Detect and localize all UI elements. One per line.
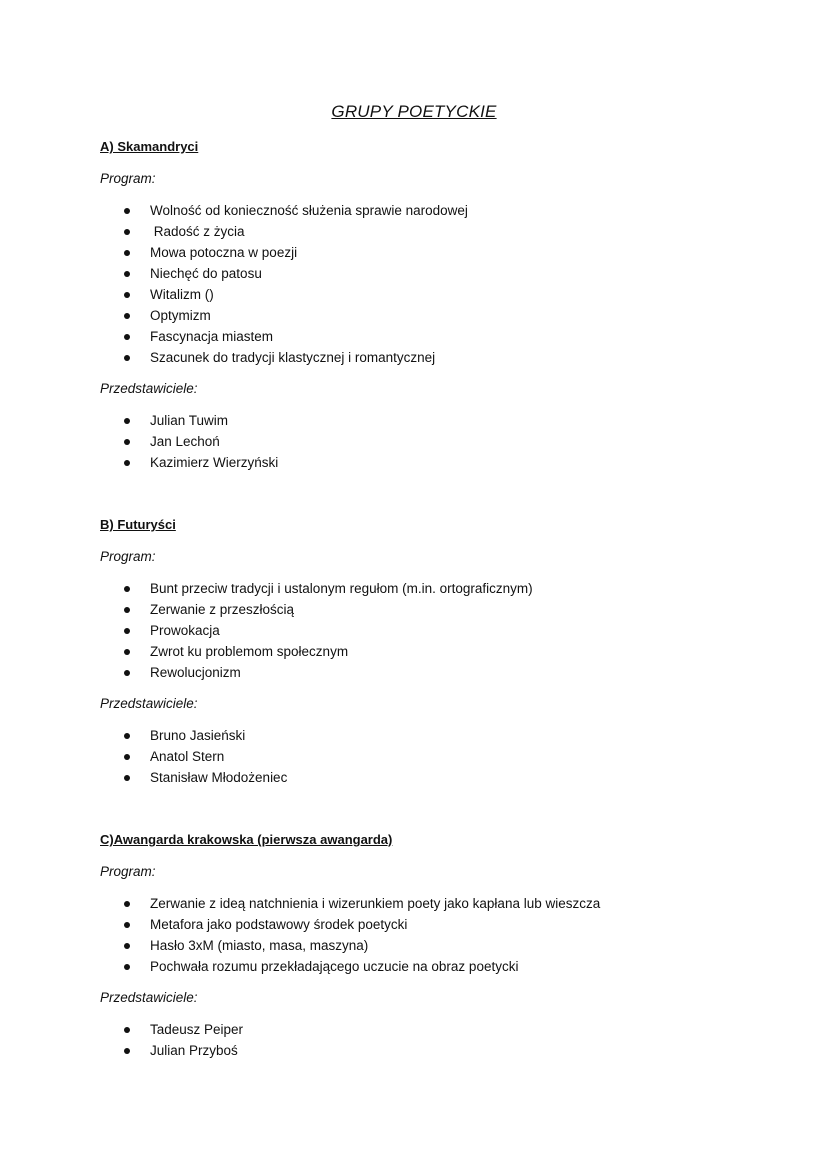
list-item: Szacunek do tradycji klastycznej i romantycznej bbox=[0, 347, 468, 368]
program-label: Program: bbox=[100, 171, 156, 186]
bullet-icon bbox=[124, 439, 130, 445]
list-item: Zerwanie z ideą natchnienia i wizerunkiem poety jako kapłana lub wieszcza bbox=[0, 893, 600, 914]
list-item: Julian Tuwim bbox=[0, 410, 278, 431]
bullet-icon bbox=[124, 355, 130, 361]
bullet-icon bbox=[124, 292, 130, 298]
bullet-icon bbox=[124, 250, 130, 256]
list-item: Stanisław Młodożeniec bbox=[0, 767, 287, 788]
representatives-list bbox=[0, 410, 278, 473]
representatives-label: Przedstawiciele: bbox=[100, 696, 198, 711]
program-list bbox=[0, 893, 600, 977]
list-item: Anatol Stern bbox=[0, 746, 287, 767]
program-label: Program: bbox=[100, 864, 156, 879]
list-item: Bunt przeciw tradycji i ustalonym regułom (m.in. ortograficznym) bbox=[0, 578, 533, 599]
list-item: Wolność od konieczność służenia sprawie narodowej bbox=[0, 200, 468, 221]
program-list bbox=[0, 200, 468, 368]
list-item: Radość z życia bbox=[0, 221, 468, 242]
document-title: GRUPY POETYCKIE bbox=[331, 102, 497, 121]
bullet-icon bbox=[124, 922, 130, 928]
bullet-icon bbox=[124, 964, 130, 970]
bullet-icon bbox=[124, 1027, 130, 1033]
list-item: Optymizm bbox=[0, 305, 468, 326]
representatives-label: Przedstawiciele: bbox=[100, 990, 198, 1005]
list-item: Witalizm () bbox=[0, 284, 468, 305]
list-item: Rewolucjonizm bbox=[0, 662, 533, 683]
bullet-icon bbox=[124, 943, 130, 949]
bullet-icon bbox=[124, 271, 130, 277]
list-item: Prowokacja bbox=[0, 620, 533, 641]
section-heading-futurysci: B) Futuryści bbox=[100, 517, 176, 532]
list-item: Mowa potoczna w poezji bbox=[0, 242, 468, 263]
bullet-icon bbox=[124, 208, 130, 214]
list-item: Zwrot ku problemom społecznym bbox=[0, 641, 533, 662]
list-item: Pochwała rozumu przekładającego uczucie na obraz poetycki bbox=[0, 956, 600, 977]
bullet-icon bbox=[124, 733, 130, 739]
bullet-icon bbox=[124, 754, 130, 760]
bullet-icon bbox=[124, 901, 130, 907]
bullet-icon bbox=[124, 628, 130, 634]
bullet-icon bbox=[124, 1048, 130, 1054]
list-item: Bruno Jasieński bbox=[0, 725, 287, 746]
bullet-icon bbox=[124, 418, 130, 424]
bullet-icon bbox=[124, 586, 130, 592]
program-label: Program: bbox=[100, 549, 156, 564]
bullet-icon bbox=[124, 313, 130, 319]
section-heading-awangarda-krakowska: C)Awangarda krakowska (pierwsza awangarda) bbox=[100, 832, 393, 847]
bullet-icon bbox=[124, 334, 130, 340]
representatives-list bbox=[0, 725, 287, 788]
list-item: Fascynacja miastem bbox=[0, 326, 468, 347]
list-item: Metafora jako podstawowy środek poetycki bbox=[0, 914, 600, 935]
list-item: Tadeusz Peiper bbox=[0, 1019, 243, 1040]
list-item: Zerwanie z przeszłością bbox=[0, 599, 533, 620]
list-item: Jan Lechoń bbox=[0, 431, 278, 452]
bullet-icon bbox=[124, 670, 130, 676]
list-item: Kazimierz Wierzyński bbox=[0, 452, 278, 473]
section-heading-skamandryci: A) Skamandryci bbox=[100, 139, 199, 154]
list-item: Hasło 3xM (miasto, masa, maszyna) bbox=[0, 935, 600, 956]
list-item: Julian Przyboś bbox=[0, 1040, 243, 1061]
bullet-icon bbox=[124, 775, 130, 781]
representatives-list bbox=[0, 1019, 243, 1061]
program-list bbox=[0, 578, 533, 683]
bullet-icon bbox=[124, 649, 130, 655]
representatives-label: Przedstawiciele: bbox=[100, 381, 198, 396]
list-item: Niechęć do patosu bbox=[0, 263, 468, 284]
bullet-icon bbox=[124, 229, 130, 235]
bullet-icon bbox=[124, 460, 130, 466]
bullet-icon bbox=[124, 607, 130, 613]
